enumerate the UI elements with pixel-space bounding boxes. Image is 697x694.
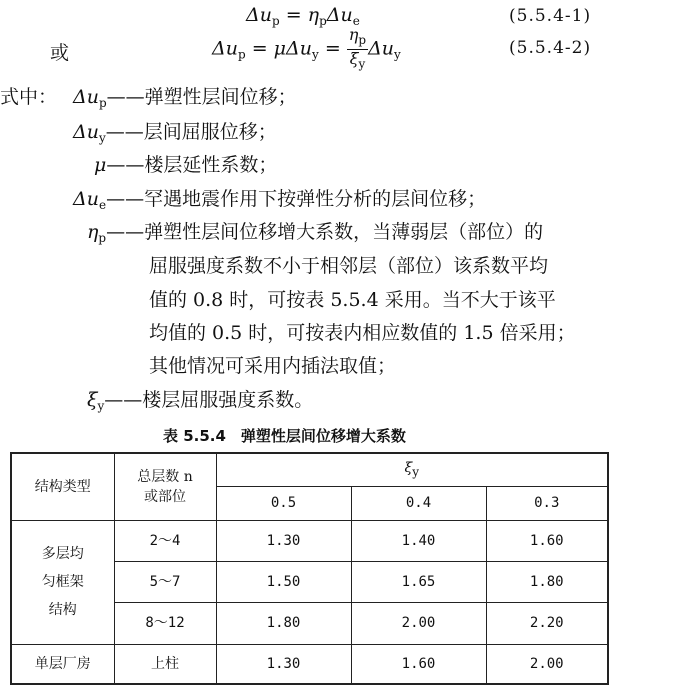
header-floor-count: 总层数 n 或部位 <box>114 453 216 520</box>
table-cell: 1.80 <box>486 561 608 602</box>
table-cell: 1.60 <box>486 520 608 561</box>
definition-item: $\xi_y——$楼层屈服强度系数。 <box>87 389 314 413</box>
definition-continuation: 值的 0.8 时，可按表 5.5.4 采用。当不大于该平 <box>149 289 556 311</box>
table-cell: 1.30 <box>216 520 351 561</box>
header-xi-value: 0.4 <box>351 486 486 520</box>
header-structure-type: 结构类型 <box>11 453 114 520</box>
floor-range: 8～12 <box>114 602 216 644</box>
definition-continuation: 其他情况可采用内插法取值； <box>149 355 397 377</box>
definition-item: $\eta_p——$弹塑性层间位移增大系数，当薄弱层（部位）的 <box>87 221 544 245</box>
table-cell: 1.60 <box>351 644 486 684</box>
eq1-lhs: Δu <box>246 4 272 26</box>
equation-1-number: (5.5.4-1) <box>509 6 592 26</box>
definitions-intro: 式中： <box>0 86 58 108</box>
coefficient-table <box>10 452 609 685</box>
equation-2: $\Delta u_p = \mu\Delta u_y$ = $\frac{\eta_p}{\xi_y}$ $\Delta u_y$ <box>212 25 401 71</box>
or-label: 或 <box>50 42 70 64</box>
floor-range: 2～4 <box>114 520 216 561</box>
structure-type-single-storey: 单层厂房 <box>11 644 114 684</box>
fraction: $\frac{\eta_p}{\xi_y}$ <box>348 25 367 71</box>
table-cell: 1.50 <box>216 561 351 602</box>
table-cell: 2.20 <box>486 602 608 644</box>
table-cell: 1.30 <box>216 644 351 684</box>
table-row <box>11 520 608 561</box>
definition-item: μ——楼层延性系数； <box>94 154 278 176</box>
header-xi: ξy <box>216 453 608 486</box>
definition-continuation: 屈服强度系数不小于相邻层（部位）该系数平均 <box>149 255 549 277</box>
definition-continuation: 均值的 0.5 时，可按表内相应数值的 1.5 倍采用； <box>149 322 576 344</box>
table-cell: 1.80 <box>216 602 351 644</box>
equation-2-number: (5.5.4-2) <box>509 38 592 58</box>
definition-item: $\Delta u_y——$层间屈服位移； <box>73 121 277 145</box>
definition-item: $\Delta u_p——$弹塑性层间位移； <box>73 86 297 110</box>
table-caption: 表 5.5.4 弹塑性层间位移增大系数 <box>163 427 406 445</box>
table-cell: 2.00 <box>486 644 608 684</box>
floor-range: 上柱 <box>114 644 216 684</box>
equation-1: $\Delta u_p = \eta_p\Delta u_e$ <box>246 4 360 28</box>
table-cell: 1.40 <box>351 520 486 561</box>
table-cell: 1.65 <box>351 561 486 602</box>
table-cell: 2.00 <box>351 602 486 644</box>
table-row <box>11 644 608 684</box>
structure-type-frame: 多层均 匀框架 结构 <box>11 520 114 644</box>
floor-range: 5～7 <box>114 561 216 602</box>
header-xi-value: 0.3 <box>486 486 608 520</box>
definition-item: $\Delta u_e——$罕遇地震作用下按弹性分析的层间位移； <box>73 188 487 212</box>
header-xi-value: 0.5 <box>216 486 351 520</box>
